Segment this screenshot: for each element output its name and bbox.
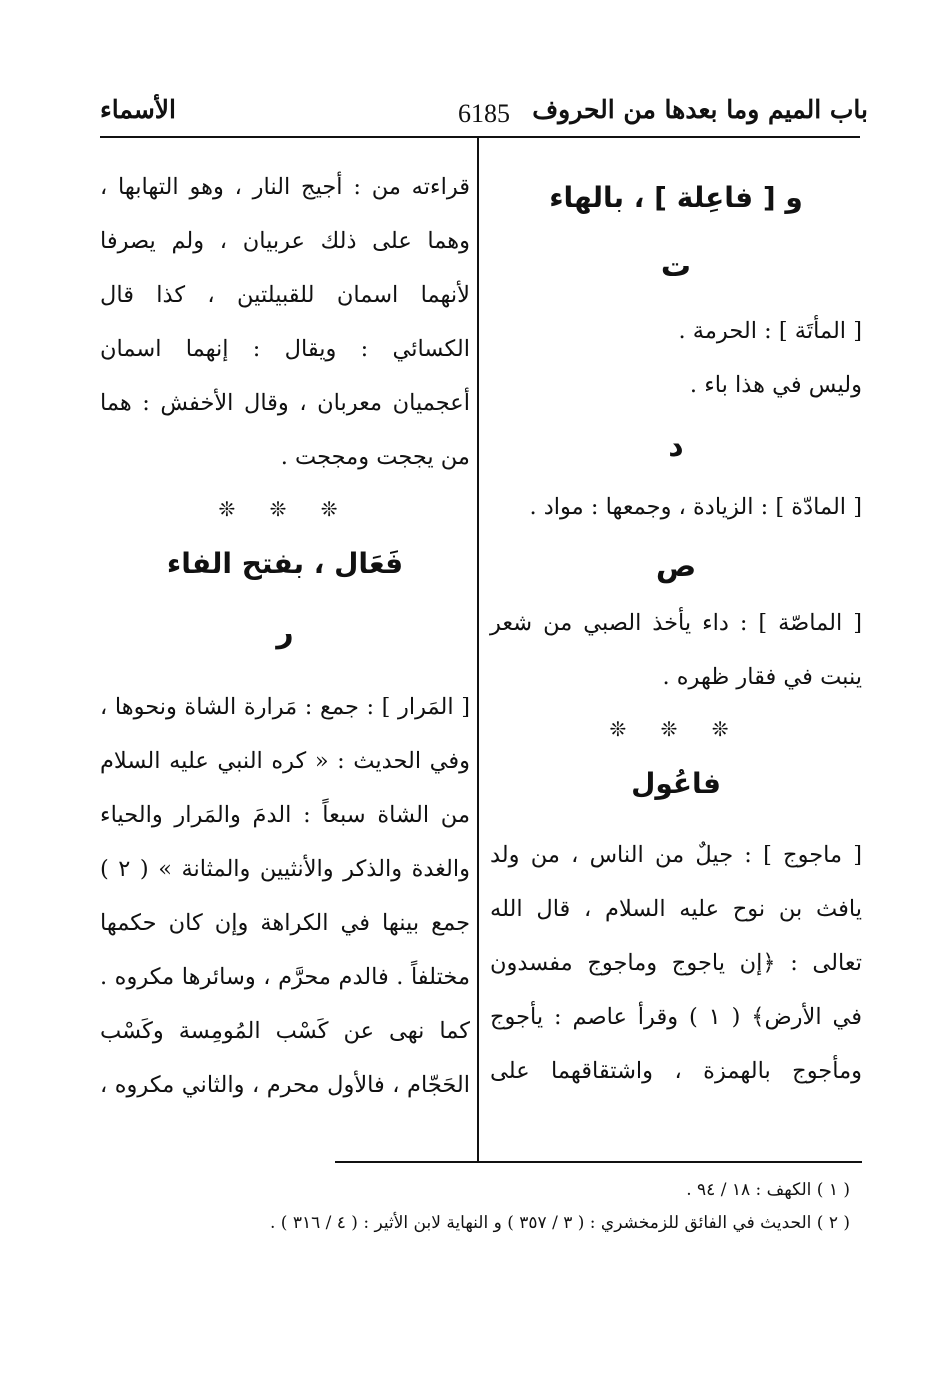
text-line: الكسائي : ويقال : إنهما اسمان (100, 336, 470, 362)
text-line: الحَجّام ، فالأول محرم ، والثاني مكروه ، (100, 1072, 470, 1098)
entry-line: ينبت في فقار ظهره . (662, 664, 862, 690)
entry-madda: [ المادّة ] : الزيادة ، وجمعها : مواد . (529, 494, 862, 520)
letter-heading-t: ت (660, 249, 692, 284)
entry-line: يافث بن نوح عليه السلام ، قال الله (490, 896, 862, 922)
right-column (490, 160, 862, 1098)
entry-mata: [ المأتَة ] : الحرمة . (678, 318, 862, 344)
left-column (100, 160, 470, 1112)
column-divider (477, 137, 479, 1161)
text-line: مختلفاً . فالدم محرَّم ، وسائرها مكروه . (100, 964, 470, 990)
section-heading-faul: فاعُول (631, 767, 721, 800)
header-rule (100, 136, 860, 138)
text-line: من الشاة سبعاً : الدمَ والمَرار والحياء (100, 802, 470, 828)
footnote-1: ( ١ ) الكهف : ١٨ / ٩٤ . (686, 1180, 850, 1200)
letter-heading-r: ر (276, 615, 294, 650)
footnote-separator (335, 1161, 862, 1163)
text-line: وفي الحديث : « كره النبي عليه السلام (100, 748, 470, 774)
page-number: 6185 (458, 99, 510, 128)
text-line: لأنهما اسمان للقبيلتين ، كذا قال (100, 282, 470, 308)
entry-line: تعالى : ﴿إن ياجوج وماجوج مفسدون (490, 950, 862, 976)
letter-heading-s: ص (655, 549, 697, 584)
entry-line: [ الماصّة ] : داء يأخذ الصبي من شعر (490, 610, 862, 636)
entry-mata-note: وليس في هذا باء . (689, 372, 862, 398)
footnote-2: ( ٢ ) الحديث في الفائق للزمخشري : ( ٣ / ٣٥٧ ) و النهاية لابن الأثير : ( ٤ / ٣١٦ ) . (269, 1213, 850, 1233)
text-line: والغدة والذكر والأنثيين والمثانة » ( ٢ ) (100, 856, 470, 882)
text-line: كما نهى عن كَسْب المُومِسة وكَسْب (100, 1018, 470, 1044)
text-line: [ المَرار ] : جمع : مَرارة الشاة ونحوها ، (100, 694, 470, 720)
section-heading-faila: و [ فاعِلة ] ، بالهاء (549, 181, 803, 214)
entry-line: [ ماجوج ] : جيلٌ من الناس ، من ولد (490, 842, 862, 868)
text-line: من يججت ومججت . (280, 444, 470, 470)
running-header-chapter: باب الميم وما بعدها من الحروف (532, 95, 868, 124)
text-line: وهما على ذلك عربيان ، ولم يصرفا (100, 228, 470, 254)
section-heading-faal: فَعَال ، بفتح الفاء (166, 547, 404, 580)
text-line: أعجميان معربان ، وقال الأخفش : هما (100, 390, 470, 416)
entry-line: ومأجوج بالهمزة ، واشتقاقهما على (490, 1058, 862, 1084)
entry-line: في الأرض﴾ ( ١ ) وقرأ عاصم : يأجوج (490, 1004, 862, 1030)
running-header-section: الأسماء (100, 95, 176, 124)
letter-heading-d: د (668, 429, 684, 464)
text-line: قراءته من : أجيج النار ، وهو التهابها ، (100, 174, 470, 200)
section-divider-stars: ❊ ❊ ❊ (218, 497, 352, 521)
text-line: جمع بينها في الكراهة وإن كان حكمها (100, 910, 470, 936)
section-divider-stars: ❊ ❊ ❊ (609, 717, 743, 741)
